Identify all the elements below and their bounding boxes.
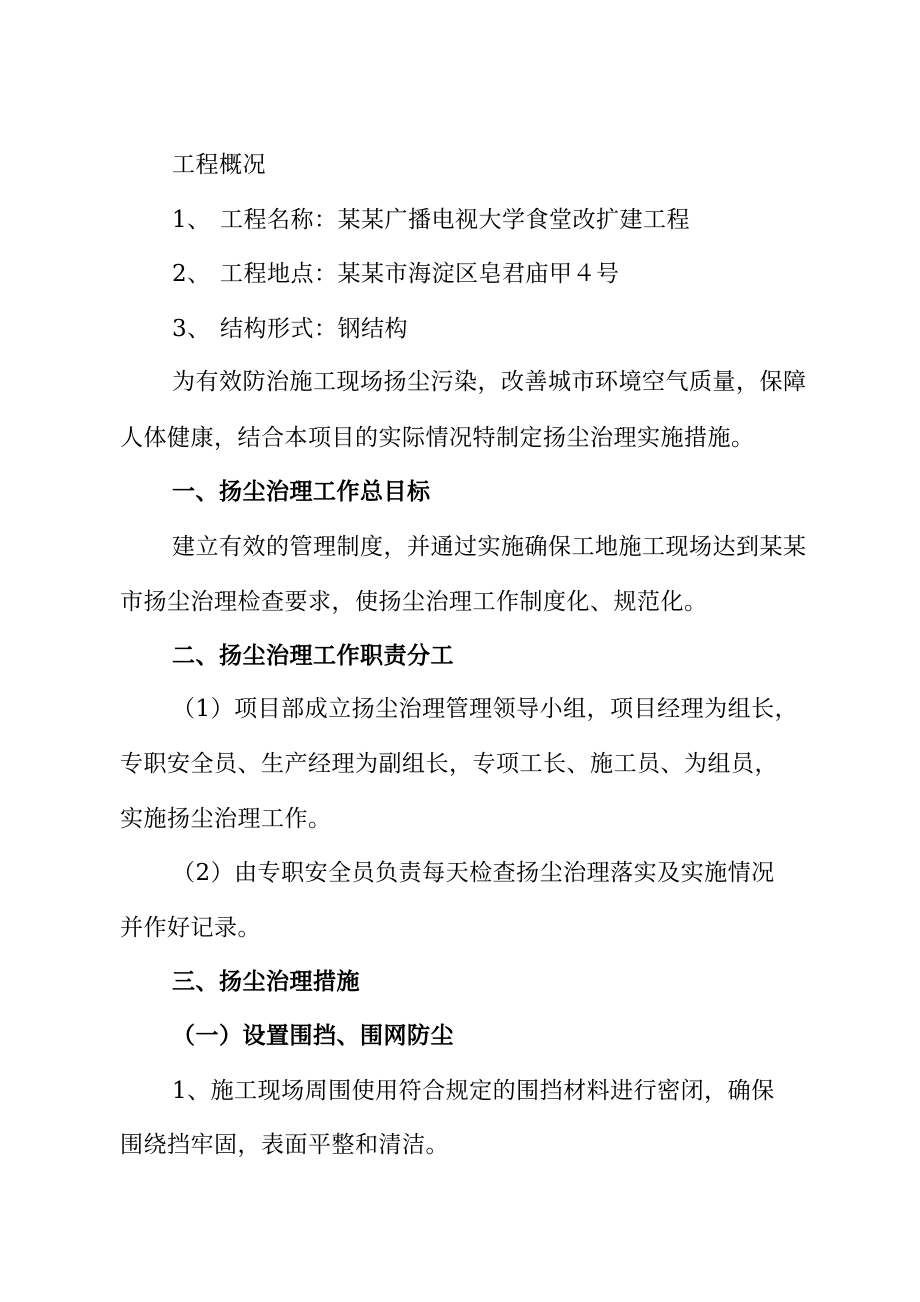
intro-line-2: 人体健康，结合本项目的实际情况特制定扬尘治理实施措施。	[120, 425, 755, 451]
overview-item-1-num: 1、	[172, 207, 211, 233]
section1-line-2: 市扬尘治理检查要求，使扬尘治理工作制度化、规范化。	[120, 589, 708, 615]
overview-item-2-text: 工程地点：某某市海淀区皂君庙甲４号	[220, 261, 620, 287]
section2-p1-line-2: 专职安全员、生产经理为副组长，专项工长、施工员、为组员，	[120, 751, 778, 777]
section3-p1-line-1: 1、施工现场周围使用符合规定的围挡材料进行密闭，确保	[172, 1078, 775, 1104]
section3-p1-line-2: 围绕挡牢固，表面平整和清洁。	[120, 1132, 449, 1158]
section3-heading: 三、扬尘治理措施	[172, 968, 360, 995]
overview-item-3-text: 结构形式：钢结构	[220, 316, 408, 342]
overview-item-3-num: 3、	[172, 316, 211, 342]
section1-line-1: 建立有效的管理制度，并通过实施确保工地施工现场达到某某	[172, 534, 807, 560]
overview-item-2-num: 2、	[172, 261, 211, 287]
overview-item-2	[172, 259, 620, 289]
section2-p1-line-1: （1）项目部成立扬尘治理管理领导小组，项目经理为组长，	[172, 696, 799, 722]
overview-item-3	[172, 314, 408, 344]
section1-heading: 一、扬尘治理工作总目标	[172, 478, 431, 505]
overview-item-1	[172, 205, 690, 235]
intro-line-1: 为有效防治施工现场扬尘污染，改善城市环境空气质量，保障	[172, 369, 807, 395]
overview-title: 工程概况	[172, 152, 266, 178]
section3-subheading: （一）设置围挡、围网防尘	[172, 1022, 454, 1049]
overview-item-1-text: 工程名称：某某广播电视大学食堂改扩建工程	[220, 207, 690, 233]
section2-p1-line-3: 实施扬尘治理工作。	[120, 806, 332, 832]
section2-heading: 二、扬尘治理工作职责分工	[172, 642, 454, 669]
section2-p2-line-2: 并作好记录。	[120, 915, 261, 941]
section2-p2-line-1: （2）由专职安全员负责每天检查扬尘治理落实及实施情况	[172, 860, 775, 886]
